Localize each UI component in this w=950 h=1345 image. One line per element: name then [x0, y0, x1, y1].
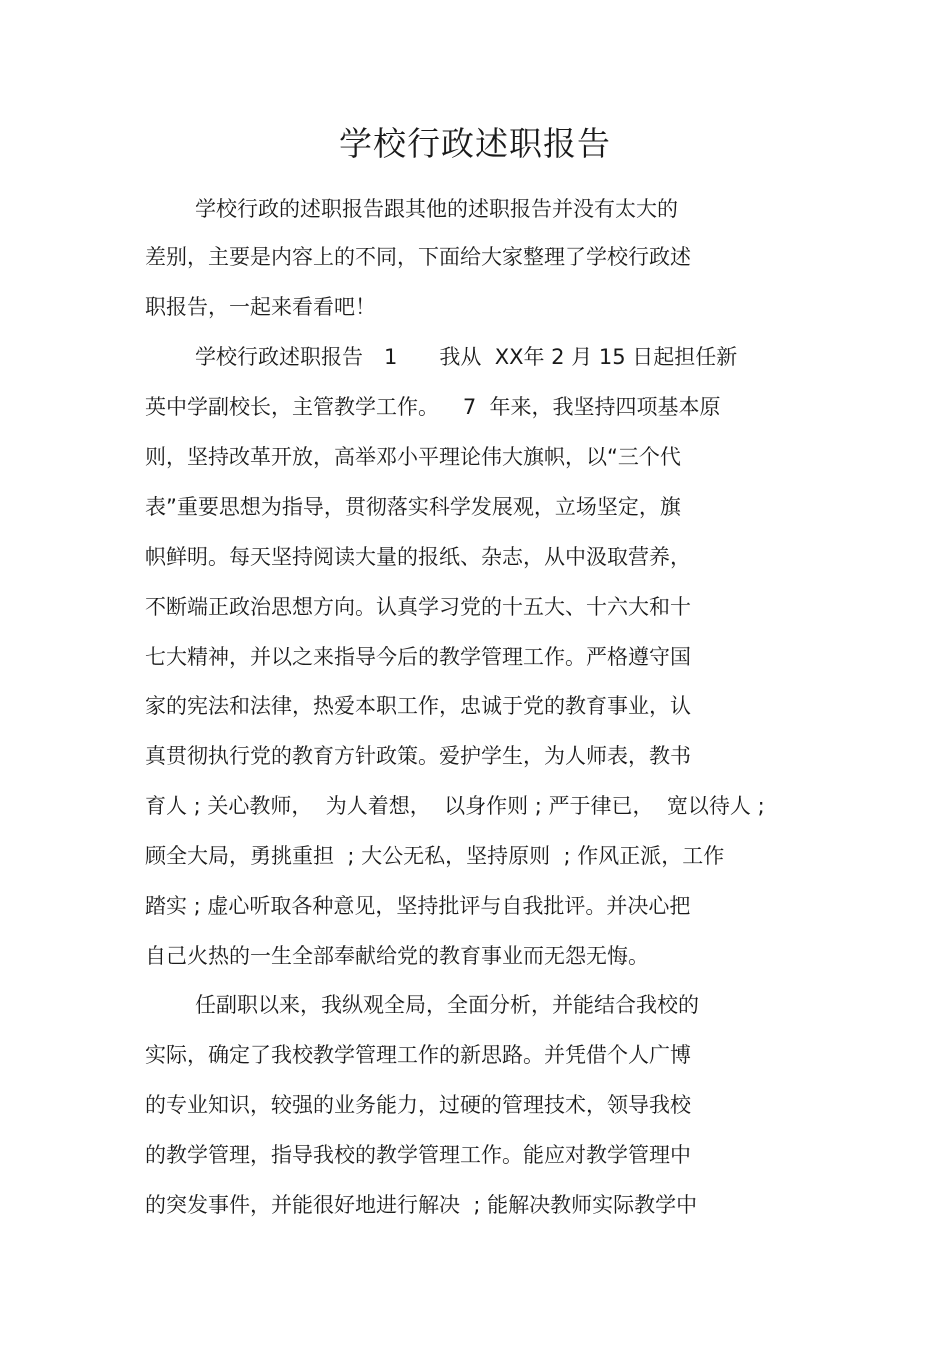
paragraph-2-line-6: 不断端正政治思想方向。认真学习党的十五大、十六大和十: [145, 595, 691, 619]
paragraph-2-line-10: 育人 ; 关心教师， 为人着想， 以身作则 ; 严于律已， 宽以待人 ;: [145, 794, 765, 818]
paragraph-2-line-3: 则，坚持改革开放，高举邓小平理论伟大旗帜，以“三个代: [145, 445, 681, 469]
paragraph-2-line-13: 自己火热的一生全部奉献给党的教育事业而无怨无悔。: [145, 944, 649, 968]
paragraph-2-line-11: 顾全大局，勇挑重担 ; 大公无私，坚持原则 ; 作风正派，工作: [145, 844, 725, 868]
paragraph-1-line-3: 职报告，一起来看看吧！: [145, 295, 376, 319]
paragraph-2-line-12: 踏实 ; 虚心听取各种意见，坚持批评与自我批评。并决心把: [145, 894, 691, 918]
paragraph-3-line-5: 的突发事件，并能很好地进行解决 ; 能解决教师实际教学中: [145, 1193, 698, 1217]
paragraph-3-line-4: 的教学管理，指导我校的教学管理工作。能应对教学管理中: [145, 1143, 691, 1167]
paragraph-2-line-5: 帜鲜明。每天坚持阅读大量的报纸、杂志，从中汲取营养，: [145, 545, 691, 569]
paragraph-2-line-8: 家的宪法和法律，热爱本职工作，忠诚于党的教育事业，认: [145, 694, 691, 718]
paragraph-2-line-2: 英中学副校长，主管教学工作。 7 年来，我坚持四项基本原: [145, 395, 721, 419]
paragraph-2-line-9: 真贯彻执行党的教育方针政策。爱护学生，为人师表，教书: [145, 744, 691, 768]
paragraph-1-line-1: 学校行政的述职报告跟其他的述职报告并没有太大的: [195, 197, 678, 221]
document-title: 学校行政述职报告: [339, 124, 611, 163]
paragraph-2-line-4: 表”重要思想为指导，贯彻落实科学发展观，立场坚定，旗: [145, 495, 681, 519]
paragraph-3-line-3: 的专业知识，较强的业务能力，过硬的管理技术，领导我校: [145, 1093, 691, 1117]
paragraph-1-line-2: 差别，主要是内容上的不同，下面给大家整理了学校行政述: [145, 245, 691, 269]
paragraph-2-line-7: 七大精神，并以之来指导今后的教学管理工作。严格遵守国: [145, 645, 691, 669]
paragraph-3-line-2: 实际，确定了我校教学管理工作的新思路。并凭借个人广博: [145, 1043, 691, 1067]
paragraph-2-line-1: 学校行政述职报告 1 我从 XX年 2 月 15 日起担任新: [195, 345, 738, 369]
paragraph-3-line-1: 任副职以来，我纵观全局，全面分析，并能结合我校的: [195, 993, 699, 1017]
